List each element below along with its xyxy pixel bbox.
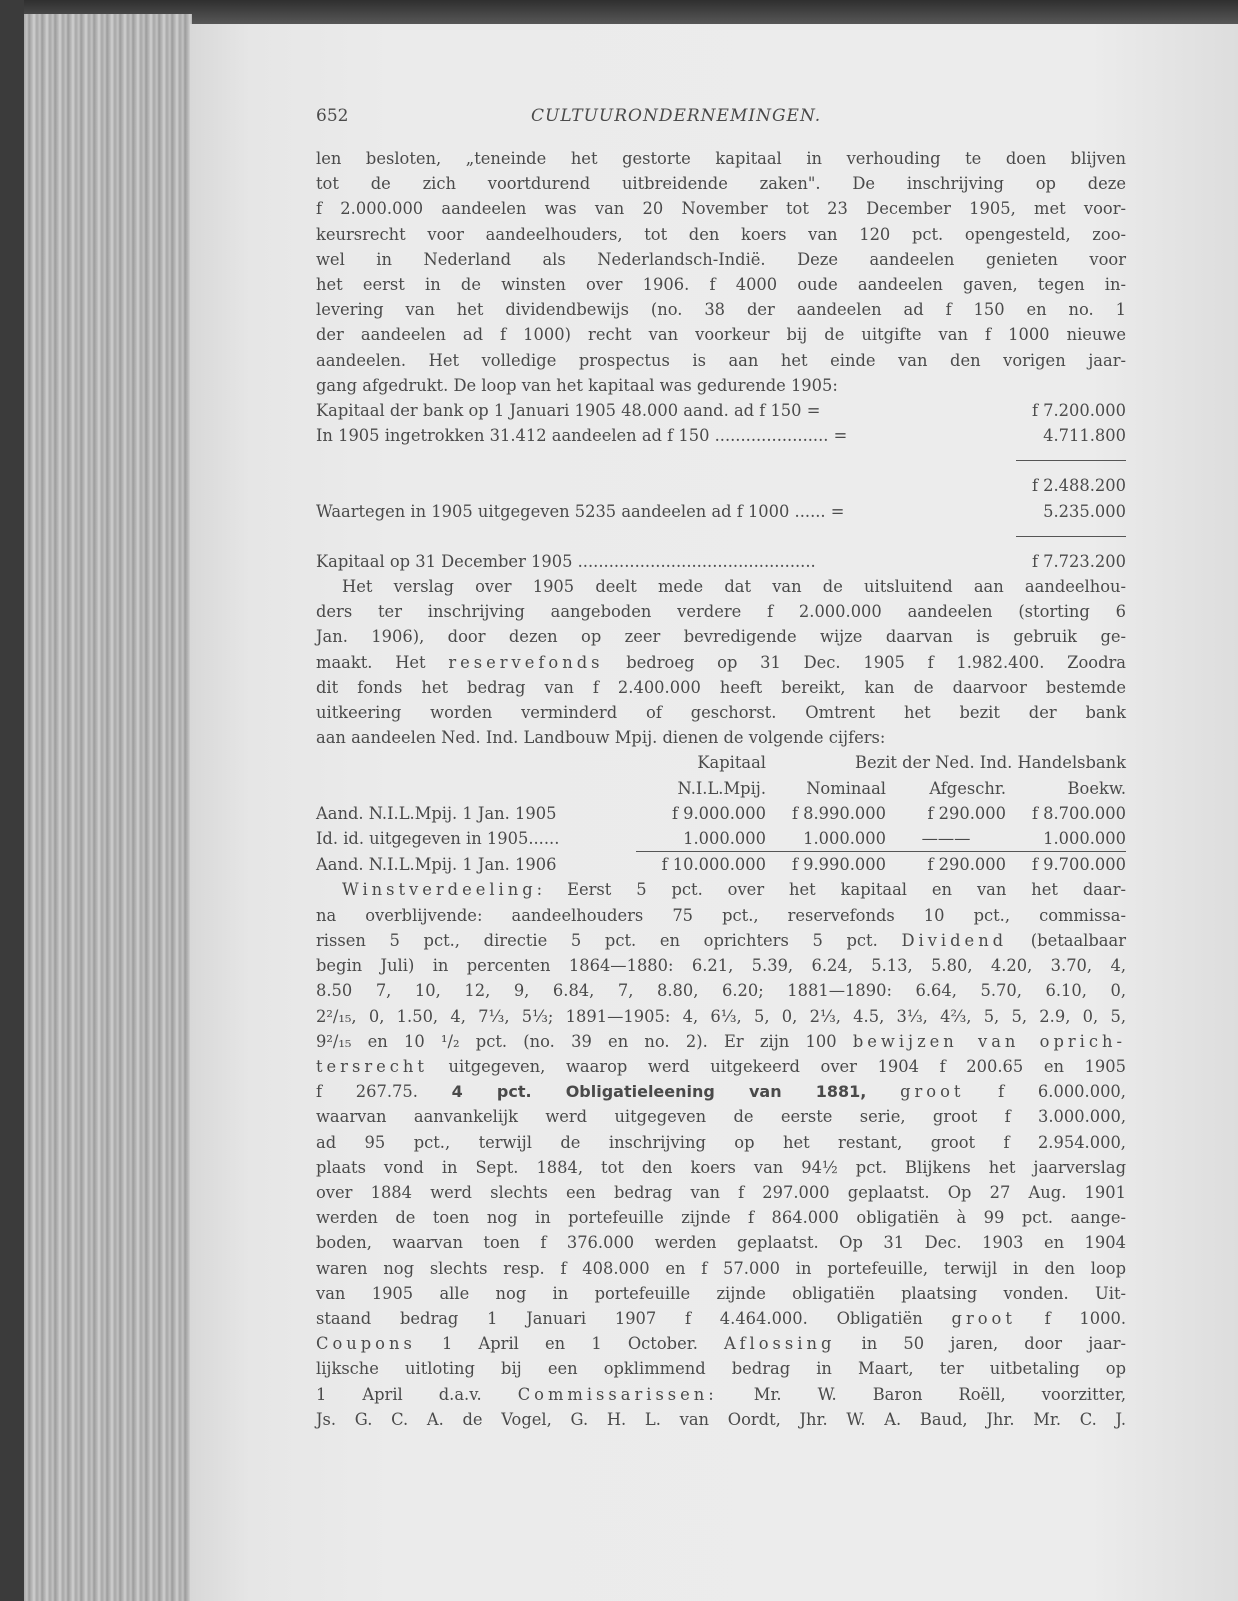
calc-row	[316, 398, 1126, 423]
text-line: gang afgedrukt. De loop van het kapitaal was gedurende 1905:	[316, 375, 838, 395]
text-line: lijksche uitloting bij een opklimmend bedrag in Maart, ter uitbetaling op	[316, 1359, 1126, 1379]
column-header: N.I.L.Mpij.	[677, 778, 766, 798]
column-group-header: Bezit der Ned. Ind. Handelsbank	[855, 753, 1126, 773]
text-line: werden de toen nog in portefeuille zijnde f 864.000 obligatiën à 99 pct. aange-	[316, 1208, 1126, 1228]
running-head	[316, 106, 1126, 136]
capital-calculation	[316, 398, 1126, 574]
calc-label: Waartegen in 1905 uitgegeven 5235 aandeelen ad f 1000 ...... =	[316, 501, 845, 521]
text-line: over 1884 werd slechts een bedrag van f 297.000 geplaatst. Op 27 Aug. 1901	[316, 1182, 1126, 1202]
book-page	[190, 24, 1238, 1601]
spaced-term: groot	[951, 1308, 1016, 1328]
calc-label: Kapitaal der bank op 1 Januari 1905 48.000 aand. ad f 150 =	[316, 401, 821, 421]
text-line: levering van het dividendbewijs (no. 38 der aandeelen ad f 150 en no. 1	[316, 300, 1126, 320]
calc-amount: 4.711.800	[1043, 426, 1126, 446]
text-line: ders ter inschrijving aangeboden verdere f 2.000.000 aandeelen (storting 6	[316, 602, 1126, 622]
page-stack-edges	[24, 14, 192, 1601]
row-label: Aand. N.I.L.Mpij. 1 Jan. 1906	[316, 855, 557, 875]
table-row: Id. id. uitgegeven in 1905...... 1.000.000 1.000.000 ——— 1.000.000	[316, 826, 1126, 852]
calc-row	[316, 423, 1126, 448]
table-header-row	[316, 776, 1126, 801]
calc-amount: f 7.200.000	[1031, 401, 1126, 421]
text-line: boden, waarvan toen f 376.000 werden geplaatst. Op 31 Dec. 1903 en 1904	[316, 1233, 1126, 1253]
text-line: Het verslag over 1905 deelt mede dat van de uitsluitend aan aandeelhou-	[342, 577, 1126, 597]
calc-total: f 7.723.200	[1031, 551, 1126, 571]
text-line: waarvan aanvankelijk werd uitgegeven de eerste serie, groot f 3.000.000,	[316, 1107, 1126, 1127]
table-total-row: Aand. N.I.L.Mpij. 1 Jan. 1906 f 10.000.000 f 9.990.000 f 290.000 f 9.700.000	[316, 852, 1126, 878]
text-line: len besloten, „teneinde het gestorte kapitaal in verhouding te doen blijven	[316, 149, 1126, 168]
sum-rule	[1016, 460, 1126, 461]
text-line: staand bedrag 1 Januari 1907 f 4.464.000. Obligatiën groot f 1000.	[316, 1308, 1126, 1328]
calc-label: In 1905 ingetrokken 31.412 aandeelen ad f 150 ...................... =	[316, 426, 848, 446]
text-line: na overblijvende: aandeelhouders 75 pct., reservefonds 10 pct., commissa-	[316, 905, 1126, 925]
text-line: f 2.000.000 aandeelen was van 20 November tot 23 December 1905, met voor-	[316, 199, 1126, 219]
spaced-term: reservefonds	[448, 652, 604, 672]
text-line: Jan. 1906), door dezen op zeer bevredigende wijze daarvan is gebruik ge-	[316, 627, 1126, 647]
text-line: tot de zich voortdurend uitbreidende zaken". De inschrijving op deze	[316, 174, 1126, 194]
holdings-table	[316, 750, 1126, 877]
text-line: der aandeelen ad f 1000) recht van voorkeur bij de uitgifte van f 1000 nieuwe	[316, 325, 1126, 345]
text-line: aandeelen. Het volledige prospectus is aan het einde van den vorigen jaar-	[316, 350, 1126, 370]
text-line: 1 April d.a.v. Commissarissen: Mr. W. Baron Roëll, voorzitter,	[316, 1384, 1126, 1404]
spaced-term: tersrecht	[316, 1056, 428, 1076]
text-line: keursrecht voor aandeelhouders, tot den koers van 120 pct. opengesteld, zoo-	[316, 224, 1126, 244]
column-header: Afgeschr.	[929, 778, 1006, 798]
calc-total-row	[316, 549, 1126, 574]
column-header: Boekw.	[1067, 778, 1126, 798]
calc-label: Kapitaal op 31 December 1905 ..............................................	[316, 551, 816, 571]
spaced-term: Aflossing	[724, 1334, 836, 1354]
text-line: waren nog slechts resp. f 408.000 en f 57.000 in portefeuille, terwijl in den loop	[316, 1258, 1126, 1278]
text-line: uitkeering worden verminderd of geschorst. Omtrent het bezit der bank	[316, 703, 1126, 723]
paragraph-profit-distribution	[316, 877, 1126, 1431]
page-number: 652	[316, 106, 349, 126]
row-label: Id. id. uitgegeven in 1905......	[316, 829, 560, 849]
paragraph-report-1905	[316, 574, 1126, 750]
spaced-term: Winstverdeeling	[342, 880, 537, 900]
text-line: van 1905 alle nog in portefeuille zijnde obligatiën plaatsing vonden. Uit-	[316, 1283, 1126, 1303]
calc-row	[316, 499, 1126, 524]
row-label: Aand. N.I.L.Mpij. 1 Jan. 1905	[316, 803, 557, 823]
running-title: CULTUURONDERNEMINGEN.	[531, 106, 822, 126]
spaced-term: bewijzen van oprich-	[852, 1031, 1126, 1051]
text-line: aan aandeelen Ned. Ind. Landbouw Mpij. dienen de volgende cijfers:	[316, 728, 886, 748]
spaced-term: groot	[900, 1082, 965, 1102]
spaced-term: Dividend	[901, 930, 1008, 950]
text-line: het eerst in de winsten over 1906. f 4000 oude aandeelen gaven, tegen in-	[316, 275, 1126, 295]
text-line: wel in Nederland als Nederlandsch-Indië. Deze aandeelen genieten voor	[316, 249, 1126, 269]
column-header: Nominaal	[806, 778, 886, 798]
paragraph-capital-increase	[316, 146, 1126, 398]
text-line: dit fonds het bedrag van f 2.400.000 heeft bereikt, kan de daarvoor bestemde	[316, 677, 1126, 697]
calc-subtotal: f 2.488.200	[1031, 476, 1126, 496]
text-line: maakt. Het reservefonds bedroeg op 31 Dec. 1905 f 1.982.400. Zoodra	[316, 652, 1126, 672]
text-line: ad 95 pct., terwijl de inschrijving op het restant, groot f 2.954.000,	[316, 1132, 1126, 1152]
spaced-term: Coupons	[316, 1334, 416, 1354]
sum-rule	[1016, 536, 1126, 537]
table-row: Aand. N.I.L.Mpij. 1 Jan. 1905 f 9.000.000 f 8.990.000 f 290.000 f 8.700.000	[316, 801, 1126, 826]
text-line: 8.50 7, 10, 12, 9, 6.84, 7, 8.80, 6.20; 1881—1890: 6.64, 5.70, 6.10, 0,	[316, 981, 1126, 1001]
body-text	[316, 146, 1126, 1432]
text-line: plaats vond in Sept. 1884, tot den koers van 94½ pct. Blijkens het jaarverslag	[316, 1157, 1126, 1177]
spaced-term: Commissarissen:	[517, 1384, 718, 1404]
text-line: 2²/₁₅, 0, 1.50, 4, 7⅓, 5⅓; 1891—1905: 4, 6⅓, 5, 0, 2⅓, 4.5, 3⅓, 4⅔, 5, 5, 2.9, 0, 5,	[316, 1006, 1126, 1026]
column-header: Kapitaal	[697, 753, 766, 773]
text-line: tersrecht uitgegeven, waarop werd uitgekeerd over 1904 f 200.65 en 1905	[316, 1056, 1126, 1076]
page-content	[316, 106, 1126, 1432]
text-line: Coupons 1 April en 1 October. Aflossing in 50 jaren, door jaar-	[316, 1334, 1126, 1354]
book-spine	[0, 0, 24, 1601]
text-line: Winstverdeeling: Eerst 5 pct. over het kapitaal en van het daar-	[342, 880, 1126, 900]
section-heading: 4 pct. Obligatieleening van 1881,	[451, 1082, 867, 1102]
table-header-row	[316, 750, 1126, 775]
text-line: 9²/₁₅ en 10 ¹/₂ pct. (no. 39 en no. 2). Er zijn 100 bewijzen van oprich-	[316, 1031, 1126, 1051]
text-line: rissen 5 pct., directie 5 pct. en oprichters 5 pct. Dividend (betaalbaar	[316, 930, 1126, 950]
text-line: Js. G. C. A. de Vogel, G. H. L. van Oordt, Jhr. W. A. Baud, Jhr. Mr. C. J.	[316, 1409, 1126, 1429]
text-line: begin Juli) in percenten 1864—1880: 6.21, 5.39, 6.24, 5.13, 5.80, 4.20, 3.70, 4,	[316, 956, 1126, 976]
calc-amount: 5.235.000	[1043, 501, 1126, 521]
text-line: f 267.75. 4 pct. Obligatieleening van 1881, groot f 6.000.000,	[316, 1082, 1126, 1102]
calc-subtotal-row	[316, 473, 1126, 498]
